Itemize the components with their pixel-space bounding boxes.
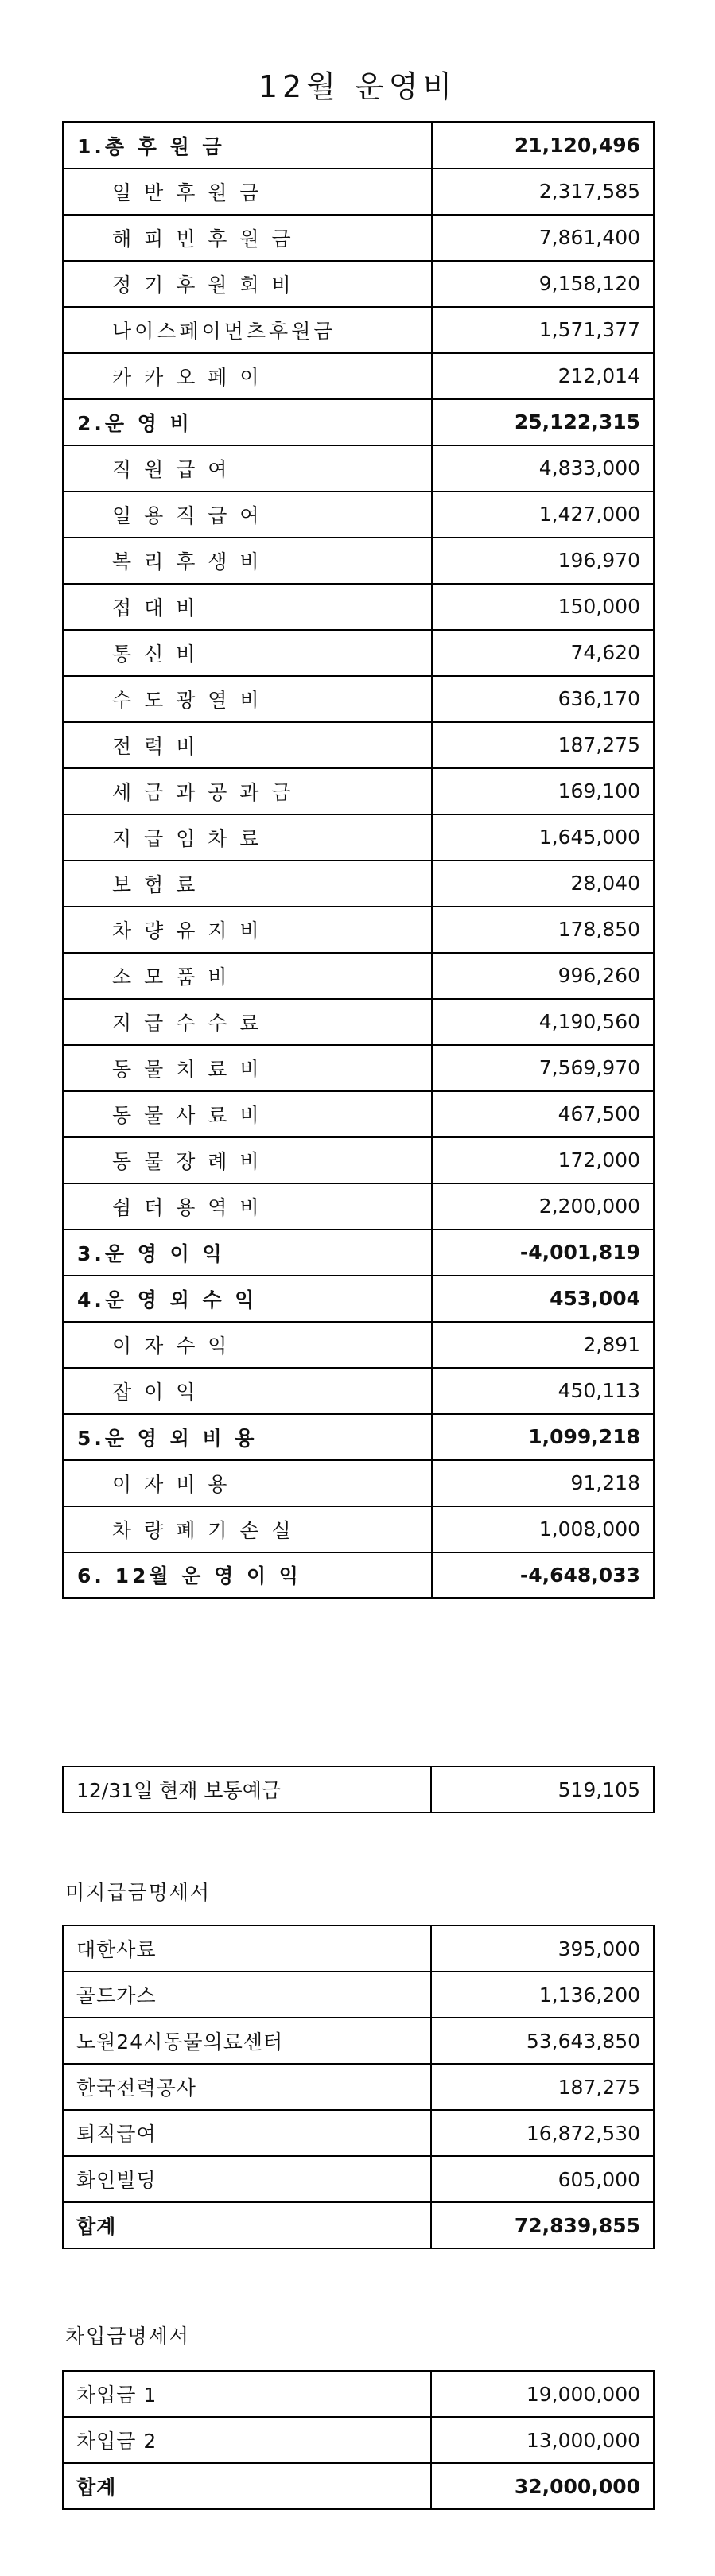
payables-title: 미지급금명세서: [65, 1881, 212, 1904]
payable-row-label: 노원24시동물의료센터: [63, 2018, 431, 2064]
payable-total-row: [63, 2202, 654, 2248]
line-item-row-label: 복 리 후 생 비: [64, 538, 432, 584]
line-item-row-label: 수 도 광 열 비: [64, 676, 432, 722]
line-item-row: [64, 1460, 655, 1506]
line-item-row-label: 이 자 수 익: [64, 1322, 432, 1368]
line-item-row: [64, 1137, 655, 1183]
payable-row-label: 대한사료: [63, 1925, 431, 1972]
payable-row: [63, 1972, 654, 2018]
line-item-row: [64, 169, 655, 215]
section-header-row-amount: 25,122,315: [432, 399, 655, 445]
line-item-row-label: 접 대 비: [64, 584, 432, 630]
payables-table: [62, 1925, 655, 2249]
line-item-row-label: 해 피 빈 후 원 금: [64, 215, 432, 261]
line-item-row-label: 카 카 오 페 이: [64, 353, 432, 399]
line-item-row-label: 차 량 유 지 비: [64, 907, 432, 953]
section-header-row-label: 3.운 영 이 익: [64, 1230, 432, 1276]
line-item-row-label: 정 기 후 원 회 비: [64, 261, 432, 307]
line-item-row-amount: 196,970: [432, 538, 655, 584]
line-item-row-label: 세 금 과 공 과 금: [64, 768, 432, 814]
line-item-row-label: 잡 이 익: [64, 1368, 432, 1414]
line-item-row-amount: 1,008,000: [432, 1506, 655, 1552]
line-item-row: [64, 261, 655, 307]
line-item-row-amount: 7,861,400: [432, 215, 655, 261]
loan-total-row: [63, 2463, 654, 2509]
line-item-row: [64, 676, 655, 722]
line-item-row-label: 차 량 폐 기 손 실: [64, 1506, 432, 1552]
section-header-row-label: 6. 12월 운 영 이 익: [64, 1552, 432, 1599]
payable-row: [63, 1925, 654, 1972]
line-item-row-label: 통 신 비: [64, 630, 432, 676]
line-item-row-amount: 1,571,377: [432, 307, 655, 353]
line-item-row: [64, 1183, 655, 1230]
line-item-row: [64, 814, 655, 861]
line-item-row-amount: 2,317,585: [432, 169, 655, 215]
line-item-row-amount: 467,500: [432, 1091, 655, 1137]
section-header-row-label: 1.총 후 원 금: [64, 122, 432, 169]
loan-row: [63, 2371, 654, 2417]
line-item-row-amount: 28,040: [432, 861, 655, 907]
loan-total-row-label: 합계: [63, 2463, 431, 2509]
payable-row-amount: 395,000: [431, 1925, 654, 1972]
line-item-row-label: 쉼 터 용 역 비: [64, 1183, 432, 1230]
deposit-label: 12/31일 현재 보통예금: [63, 1766, 431, 1813]
section-header-row-label: 2.운 영 비: [64, 399, 432, 445]
line-item-row-amount: 1,427,000: [432, 491, 655, 538]
line-item-row-amount: 2,891: [432, 1322, 655, 1368]
deposit-row: [63, 1766, 654, 1813]
line-item-row: [64, 953, 655, 999]
line-item-row: [64, 1368, 655, 1414]
line-item-row: [64, 538, 655, 584]
line-item-row: [64, 907, 655, 953]
line-item-row: [64, 584, 655, 630]
payable-row-amount: 1,136,200: [431, 1972, 654, 2018]
section-header-row-amount: 21,120,496: [432, 122, 655, 169]
loan-row: [63, 2417, 654, 2463]
line-item-row: [64, 215, 655, 261]
line-item-row-amount: 150,000: [432, 584, 655, 630]
payable-row-label: 화인빌딩: [63, 2156, 431, 2202]
loan-row-label: 차입금 2: [63, 2417, 431, 2463]
line-item-row-amount: 74,620: [432, 630, 655, 676]
section-header-row-amount: -4,001,819: [432, 1230, 655, 1276]
line-item-row-label: 전 력 비: [64, 722, 432, 768]
line-item-row: [64, 768, 655, 814]
line-item-row-amount: 1,645,000: [432, 814, 655, 861]
loans-title: 차입금명세서: [65, 2325, 190, 2348]
payable-row-amount: 187,275: [431, 2064, 654, 2110]
line-item-row-label: 일 용 직 급 여: [64, 491, 432, 538]
line-item-row: [64, 861, 655, 907]
line-item-row-amount: 169,100: [432, 768, 655, 814]
line-item-row-amount: 9,158,120: [432, 261, 655, 307]
section-header-row-amount: 1,099,218: [432, 1414, 655, 1460]
line-item-row-amount: 187,275: [432, 722, 655, 768]
line-item-row-amount: 450,113: [432, 1368, 655, 1414]
line-item-row-label: 동 물 사 료 비: [64, 1091, 432, 1137]
loan-row-label: 차입금 1: [63, 2371, 431, 2417]
payable-row-label: 골드가스: [63, 1972, 431, 2018]
section-header-row-amount: -4,648,033: [432, 1552, 655, 1599]
payable-total-row-label: 합계: [63, 2202, 431, 2248]
section-header-row-amount: 453,004: [432, 1276, 655, 1322]
payable-row-amount: 605,000: [431, 2156, 654, 2202]
payable-row: [63, 2064, 654, 2110]
page-title: 12월 운영비: [258, 69, 457, 104]
payable-row-label: 퇴직급여: [63, 2110, 431, 2156]
line-item-row-label: 동 물 장 례 비: [64, 1137, 432, 1183]
payable-row-amount: 16,872,530: [431, 2110, 654, 2156]
section-header-row: [64, 399, 655, 445]
line-item-row-amount: 2,200,000: [432, 1183, 655, 1230]
line-item-row-amount: 636,170: [432, 676, 655, 722]
line-item-row: [64, 353, 655, 399]
line-item-row: [64, 1506, 655, 1552]
line-item-row-label: 소 모 품 비: [64, 953, 432, 999]
payable-row: [63, 2110, 654, 2156]
deposit-table: [62, 1766, 655, 1813]
section-header-row: [64, 1230, 655, 1276]
loan-total-row-amount: 32,000,000: [431, 2463, 654, 2509]
line-item-row-label: 지 급 수 수 료: [64, 999, 432, 1045]
section-header-row: [64, 1552, 655, 1599]
line-item-row-amount: 91,218: [432, 1460, 655, 1506]
payable-total-row-amount: 72,839,855: [431, 2202, 654, 2248]
line-item-row-label: 나이스페이먼츠후원금: [64, 307, 432, 353]
payable-row-amount: 53,643,850: [431, 2018, 654, 2064]
section-header-row: [64, 1276, 655, 1322]
line-item-row-label: 일 반 후 원 금: [64, 169, 432, 215]
line-item-row: [64, 630, 655, 676]
line-item-row-label: 직 원 급 여: [64, 445, 432, 491]
line-item-row: [64, 1045, 655, 1091]
line-item-row-label: 이 자 비 용: [64, 1460, 432, 1506]
line-item-row-label: 지 급 임 차 료: [64, 814, 432, 861]
section-header-row: [64, 1414, 655, 1460]
loan-row-amount: 19,000,000: [431, 2371, 654, 2417]
section-header-row-label: 4.운 영 외 수 익: [64, 1276, 432, 1322]
line-item-row-amount: 178,850: [432, 907, 655, 953]
line-item-row: [64, 1322, 655, 1368]
line-item-row-amount: 212,014: [432, 353, 655, 399]
loan-row-amount: 13,000,000: [431, 2417, 654, 2463]
line-item-row: [64, 307, 655, 353]
line-item-row: [64, 1091, 655, 1137]
line-item-row-amount: 4,190,560: [432, 999, 655, 1045]
payable-row-label: 한국전력공사: [63, 2064, 431, 2110]
line-item-row: [64, 999, 655, 1045]
section-header-row-label: 5.운 영 외 비 용: [64, 1414, 432, 1460]
line-item-row-amount: 4,833,000: [432, 445, 655, 491]
line-item-row-amount: 172,000: [432, 1137, 655, 1183]
section-header-row: [64, 122, 655, 169]
line-item-row: [64, 445, 655, 491]
payable-row: [63, 2156, 654, 2202]
line-item-row-label: 보 험 료: [64, 861, 432, 907]
payable-row: [63, 2018, 654, 2064]
line-item-row-amount: 7,569,970: [432, 1045, 655, 1091]
loans-table: [62, 2370, 655, 2510]
line-item-row-label: 동 물 치 료 비: [64, 1045, 432, 1091]
operating-expense-table: [62, 121, 655, 1599]
line-item-row: [64, 722, 655, 768]
line-item-row: [64, 491, 655, 538]
deposit-amount: 519,105: [431, 1766, 654, 1813]
line-item-row-amount: 996,260: [432, 953, 655, 999]
